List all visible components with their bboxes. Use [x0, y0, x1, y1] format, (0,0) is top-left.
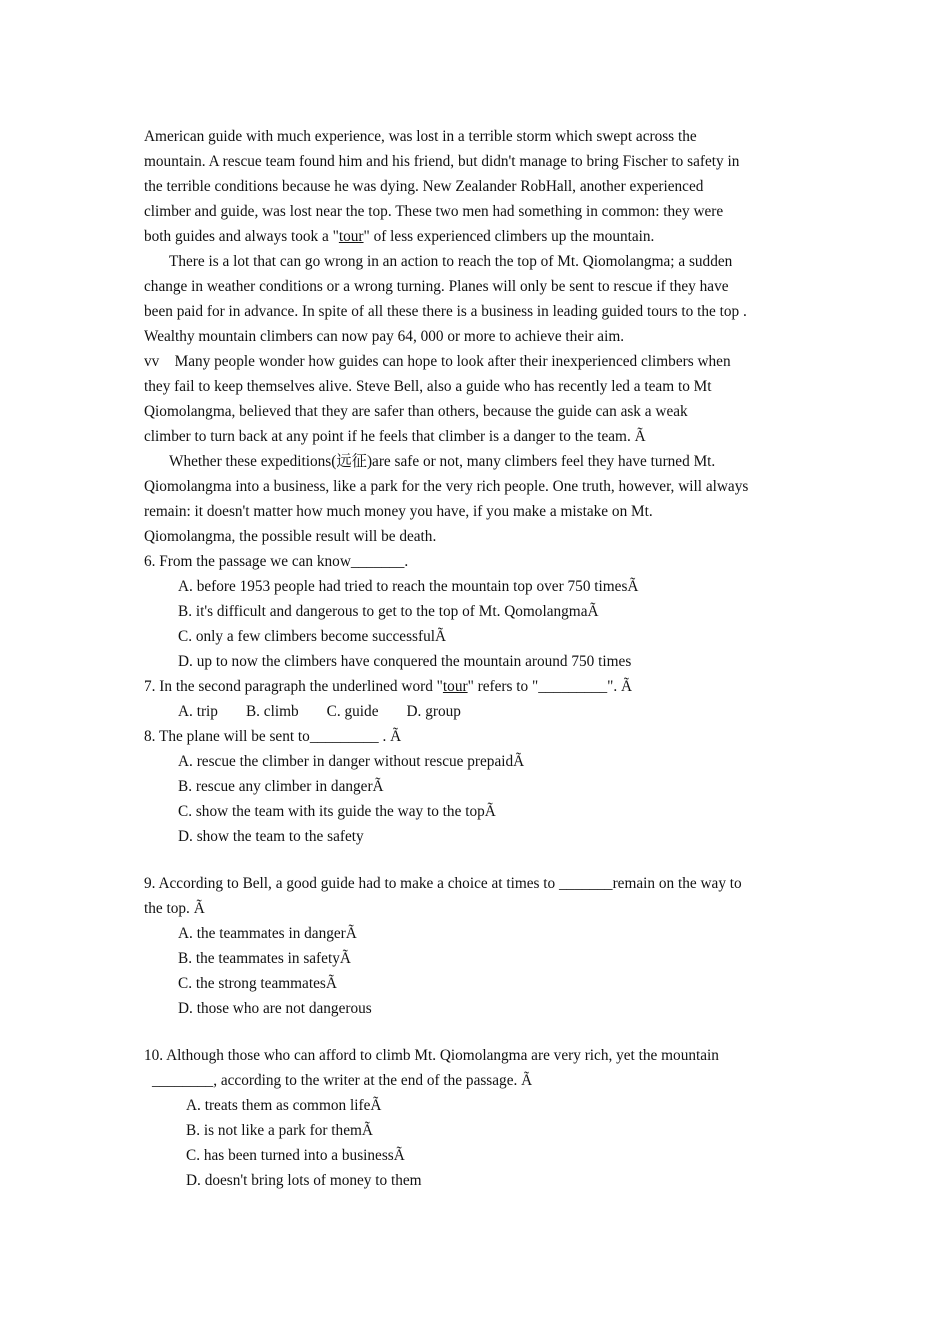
text-line: climber and guide, was lost near the top. These two men had something in common: they were: [144, 203, 724, 220]
answer-option: B. it's difficult and dangerous to get to the top of Mt. QomolangmaÃ: [178, 603, 599, 620]
paragraph-1: [144, 124, 816, 249]
text-line: remain: it doesn't matter how much money you have, if you make a mistake on Mt.: [144, 503, 653, 520]
spacer: [144, 849, 816, 871]
question-6: [144, 549, 816, 674]
answer-option: D. up to now the climbers have conquered the mountain around 750 times: [178, 653, 632, 670]
text-segment: " refers to "_________". Ã: [467, 678, 633, 695]
question-stem: the top. Ã: [144, 900, 205, 917]
question-stem: 6. From the passage we can know_______.: [144, 553, 409, 570]
text-line: Whether these expeditions(远征)are safe or not, many climbers feel they have turned Mt.: [169, 453, 716, 470]
underlined-word-tour: tour: [442, 678, 468, 695]
spacer: [144, 1021, 816, 1043]
answer-option: C. show the team with its guide the way to the topÃ: [178, 803, 496, 820]
paragraph-2: [144, 249, 816, 349]
question-stem: [144, 674, 816, 699]
question-7: [144, 674, 816, 724]
answer-option: B. climb: [245, 703, 299, 720]
text-line: been paid for in advance. In spite of all these there is a business in leading guided tours to the top .: [144, 303, 747, 320]
answer-option: D. show the team to the safety: [178, 828, 364, 845]
paragraph-3: [144, 349, 816, 449]
answer-option: D. those who are not dangerous: [178, 1000, 372, 1017]
text-line: [144, 224, 816, 249]
answer-option: C. only a few climbers become successfulÃ: [178, 628, 447, 645]
document-page: [144, 124, 816, 1193]
answer-option: B. is not like a park for themÃ: [186, 1122, 373, 1139]
text-line: Qiomolangma into a business, like a park for the very rich people. One truth, however, will always: [144, 478, 749, 495]
answer-option: A. rescue the climber in danger without rescue prepaidÃ: [178, 753, 525, 770]
question-stem: ________, according to the writer at the end of the passage. Ã: [152, 1072, 533, 1089]
question-stem: 10. Although those who can afford to climb Mt. Qiomolangma are very rich, yet the mountain: [144, 1047, 719, 1064]
text-segment: 7. In the second paragraph the underlined word ": [144, 678, 443, 695]
answer-option: B. rescue any climber in dangerÃ: [178, 778, 384, 795]
answer-option: A. the teammates in dangerÃ: [178, 925, 357, 942]
text-segment: both guides and always took a ": [144, 228, 339, 245]
text-line: There is a lot that can go wrong in an action to reach the top of Mt. Qiomolangma; a sudden: [169, 253, 733, 270]
question-9: [144, 871, 816, 1021]
answer-option: C. has been turned into a businessÃ: [186, 1147, 405, 1164]
question-stem: 9. According to Bell, a good guide had to make a choice at times to _______remain on the way to: [144, 875, 742, 892]
answer-option: C. guide: [326, 703, 379, 720]
answer-option: A. treats them as common lifeÃ: [186, 1097, 382, 1114]
text-line: they fail to keep themselves alive. Steve Bell, also a guide who has recently led a team to Mt: [144, 378, 712, 395]
answer-options-row: [144, 699, 816, 724]
text-line: Wealthy mountain climbers can now pay 64, 000 or more to achieve their aim.: [144, 328, 625, 345]
answer-option: A. trip: [178, 703, 218, 720]
answer-option: D. doesn't bring lots of money to them: [186, 1172, 422, 1189]
text-line: Qiomolangma, the possible result will be death.: [144, 528, 437, 545]
question-10: [144, 1043, 816, 1193]
text-line: change in weather conditions or a wrong turning. Planes will only be sent to rescue if they have: [144, 278, 729, 295]
answer-option: B. the teammates in safetyÃ: [178, 950, 351, 967]
answer-option: D. group: [406, 703, 461, 720]
answer-option: A. before 1953 people had tried to reach the mountain top over 750 timesÃ: [178, 578, 639, 595]
underlined-word-tour: tour: [338, 228, 364, 245]
text-line: the terrible conditions because he was dying. New Zealander RobHall, another experienced: [144, 178, 704, 195]
text-line: American guide with much experience, was lost in a terrible storm which swept across the: [144, 128, 697, 145]
answer-option: C. the strong teammatesÃ: [178, 975, 337, 992]
text-segment: " of less experienced climbers up the mountain.: [363, 228, 655, 245]
paragraph-4: [144, 449, 816, 549]
text-line: mountain. A rescue team found him and his friend, but didn't manage to bring Fischer to safety in: [144, 153, 740, 170]
text-line: climber to turn back at any point if he feels that climber is a danger to the team. Ã: [144, 428, 646, 445]
text-line: vv Many people wonder how guides can hope to look after their inexperienced climbers when: [144, 353, 731, 370]
question-8: [144, 724, 816, 849]
text-line: Qiomolangma, believed that they are safer than others, because the guide can ask a weak: [144, 403, 688, 420]
question-stem: 8. The plane will be sent to_________ . Ã: [144, 728, 402, 745]
